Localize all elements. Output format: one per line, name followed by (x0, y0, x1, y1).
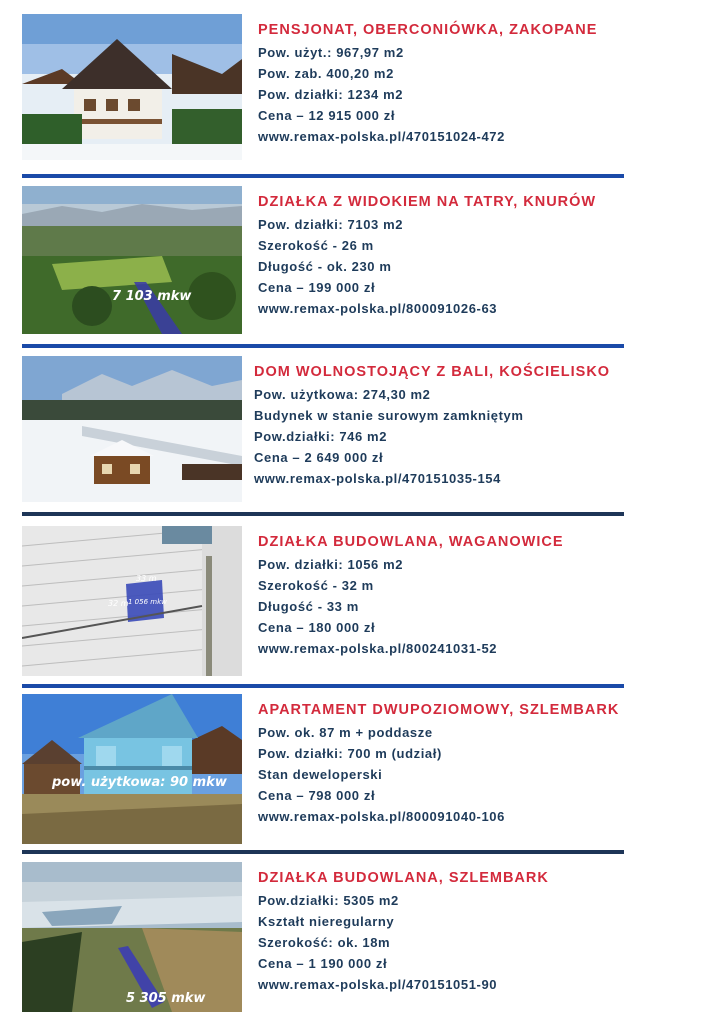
section-divider (22, 344, 624, 348)
plot-area-label: 1 056 mkw (128, 598, 167, 606)
listing-info (258, 20, 718, 147)
listing-length: Długość - 33 m (258, 599, 359, 614)
listing-width: Szerokość - 32 m (258, 578, 374, 593)
listing-title: DZIAŁKA BUDOWLANA, WAGANOWICE (258, 534, 564, 550)
listing-plot-area: Pow. działki: 1234 m2 (258, 87, 404, 102)
listing-photo (22, 186, 242, 334)
listing-built-area: Pow. zab. 400,20 m2 (258, 66, 394, 81)
listing-link[interactable]: www.remax-polska.pl/470151051-90 (258, 977, 498, 992)
listing-title: DZIAŁKA BUDOWLANA, SZLEMBARK (258, 870, 549, 886)
usable-area-label: pow. użytkowa: 90 mkw (52, 775, 227, 790)
listing-photo (22, 526, 242, 676)
listing-title: PENSJONAT, OBERCONIÓWKA, ZAKOPANE (258, 22, 598, 38)
listing-link[interactable]: www.remax-polska.pl/470151035-154 (254, 471, 501, 486)
listing-price: Cena – 798 000 zł (258, 788, 376, 803)
listing-info (254, 362, 714, 489)
section-divider (22, 512, 624, 516)
listing-price: Cena – 199 000 zł (258, 280, 376, 295)
listing-link[interactable]: www.remax-polska.pl/800091026-63 (258, 301, 498, 316)
listing-info (258, 532, 718, 659)
listing-dzialka-knurow (0, 186, 724, 336)
listing-condition: Stan deweloperski (258, 767, 383, 782)
plot-area-label: 5 305 mkw (126, 991, 206, 1006)
listing-length: Długość - ok. 230 m (258, 259, 392, 274)
section-divider (22, 850, 624, 854)
listing-usable-area: Pow. użytkowa: 274,30 m2 (254, 387, 431, 402)
listing-photo (22, 862, 242, 1012)
listing-plot-area: Pow.działki: 746 m2 (254, 429, 388, 444)
listing-width: Szerokość - 26 m (258, 238, 374, 253)
listing-link[interactable]: www.remax-polska.pl/800091040-106 (258, 809, 505, 824)
section-divider (22, 174, 624, 178)
listing-info (258, 192, 718, 319)
plot-area-label: 7 103 mkw (112, 289, 192, 304)
listing-plot-area: Pow.działki: 5305 m2 (258, 893, 399, 908)
listing-title: DZIAŁKA Z WIDOKIEM NA TATRY, KNURÓW (258, 194, 597, 210)
listing-link[interactable]: www.remax-polska.pl/470151024-472 (258, 129, 505, 144)
plot-height-label: 32 m (108, 599, 129, 608)
listing-plot-area: Pow. działki: 7103 m2 (258, 217, 404, 232)
listing-price: Cena – 2 649 000 zł (254, 450, 384, 465)
listing-width: Szerokość: ok. 18m (258, 935, 391, 950)
listing-price: Cena – 1 190 000 zł (258, 956, 388, 971)
listing-dzialka-waganowice (0, 526, 724, 676)
listing-condition: Budynek w stanie surowym zamkniętym (254, 408, 524, 423)
listing-pensjonat (0, 14, 724, 164)
plot-width-label: 33 m (136, 574, 157, 583)
listing-price: Cena – 12 915 000 zł (258, 108, 396, 123)
listing-title: DOM WOLNOSTOJĄCY Z BALI, KOŚCIELISKO (254, 364, 611, 380)
listing-price: Cena – 180 000 zł (258, 620, 376, 635)
listing-info (258, 868, 718, 995)
listing-apartament-szlembark (0, 694, 724, 844)
listing-usable-area: Pow. ok. 87 m + poddasze (258, 725, 433, 740)
listing-plot-area: Pow. działki: 1056 m2 (258, 557, 404, 572)
listing-dzialka-szlembark (0, 862, 724, 1012)
listing-plot-area: Pow. działki: 700 m (udział) (258, 746, 442, 761)
listing-dom-koscielisko (0, 356, 724, 506)
listing-shape: Kształt nieregularny (258, 914, 395, 929)
listing-link[interactable]: www.remax-polska.pl/800241031-52 (258, 641, 498, 656)
listing-photo (22, 694, 242, 844)
listing-usable-area: Pow. użyt.: 967,97 m2 (258, 45, 404, 60)
listing-info (258, 700, 718, 827)
listing-photo (22, 14, 242, 160)
listing-photo (22, 356, 242, 502)
listing-title: APARTAMENT DWUPOZIOMOWY, SZLEMBARK (258, 702, 620, 718)
section-divider (22, 684, 624, 688)
